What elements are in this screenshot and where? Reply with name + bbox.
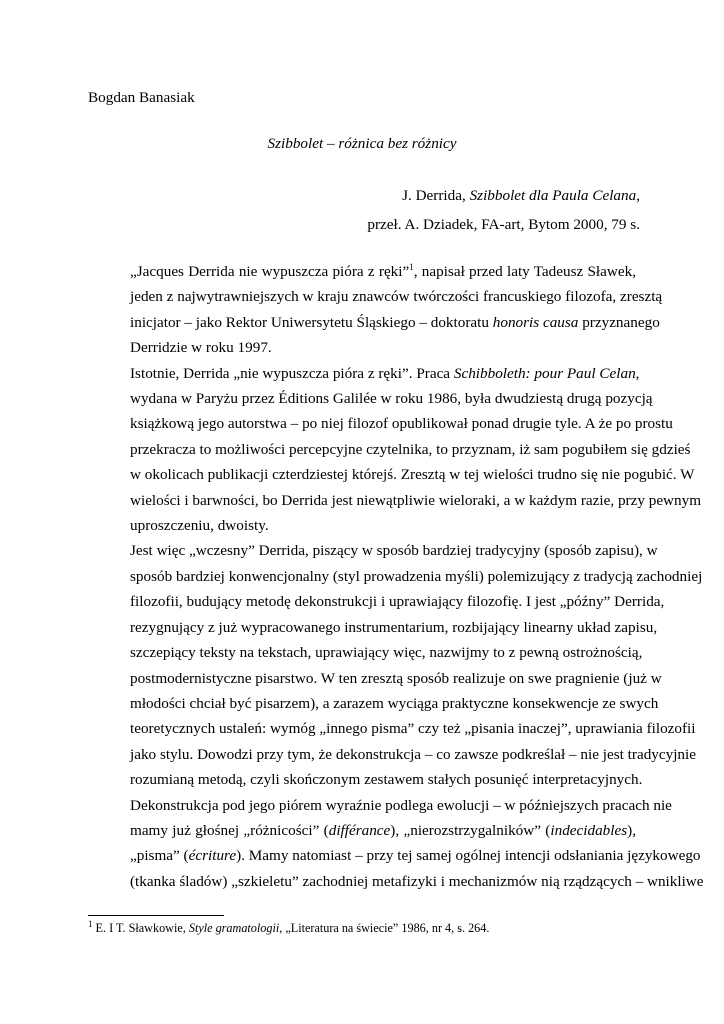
text-run: (tkanka śladów) „szkieletu” zachodniej metafizyki i mechanizmów nią rządzących – wnikliwe <box>130 872 704 890</box>
text-run: , <box>635 364 640 382</box>
text-run: ), „nierozstrzygalników” ( <box>390 821 551 839</box>
text-run: jeden z najwytrawniejszych w kraju znawców twórczości francuskiego filozofa, zresztą <box>130 288 663 306</box>
text-line <box>88 615 658 640</box>
text-line <box>88 411 673 436</box>
paragraph <box>88 259 663 361</box>
text-run: mamy już głośnej „różnicości” ( <box>130 821 329 839</box>
italic-text: Schibboleth: pour Paul Celan <box>453 364 636 382</box>
text-line <box>88 666 662 691</box>
text-run: uproszczeniu, dwoisty. <box>130 517 269 535</box>
italic-text: honoris causa <box>492 313 579 331</box>
text-line <box>88 793 672 818</box>
text-run: książkową jego autorstwa – po niej filozof opublikował ponad drugie tyle. A że po prostu <box>130 415 673 433</box>
text-run: sposób bardziej konwencjonalny (styl prowadzenia myśli) polemizujący z tradycją zachodniej <box>130 567 703 585</box>
text-line <box>88 284 663 309</box>
text-run: filozofii, budujący metodę dekonstrukcji i uprawiający filozofię. I jest „późny” Derrida, <box>130 593 665 611</box>
text-run: ). Mamy natomiast – przy tej samej ogólnej intencji odsłaniania językowego <box>236 847 701 865</box>
text-line <box>88 386 653 411</box>
citation-line-2: przeł. A. Dziadek, FA-art, Bytom 2000, 79 s. <box>367 216 640 233</box>
text-line <box>88 361 640 386</box>
text-line <box>88 589 665 614</box>
text-line <box>88 564 703 589</box>
text-run: postmodernistyczne pisarstwo. W ten zresztą sposób realizuje on swe pragnienie (już w <box>130 669 662 687</box>
text-run: Dekonstrukcja pod jego piórem wyraźnie podlega ewolucji – w późniejszych pracach nie <box>130 796 672 814</box>
paragraph <box>88 538 704 894</box>
footnote-divider <box>88 915 224 916</box>
text-line <box>88 716 696 741</box>
text-run: rezygnujący z już wypracowanego instrumentarium, rozbijający linearny układ zapisu, <box>130 618 658 636</box>
text-line <box>88 488 702 513</box>
text-run: Derridzie w roku 1997. <box>130 339 272 357</box>
text-run: „Jacques Derrida nie wypuszcza pióra z ręki” <box>130 263 410 280</box>
article-title: Szibbolet – różnica bez różnicy <box>267 135 457 152</box>
text-run: szczepiący teksty na tekstach, uprawiający więc, nazwijmy to z pewną ostrożnością, <box>130 644 643 662</box>
text-run: wielości i barwności, bo Derrida jest niewątpliwie wieloraki, a w każdym razie, przy pewnym <box>130 491 702 509</box>
article-body <box>88 259 704 894</box>
text-run: inicjator – jako Rektor Uniwersytetu Śląskiego – doktoratu <box>130 313 493 331</box>
text-line <box>88 513 636 538</box>
text-run: rozumianą metodą, czyli skończonym zestawem stałych posunięć interpretacyjnych. <box>130 771 643 789</box>
text-run: Istotnie, Derrida „nie wypuszcza pióra z ręki”. Praca <box>130 364 454 382</box>
text-run: w okolicach publikacji czterdziestej którejś. Zresztą w tej wielości trudno się nie pogubić. W <box>130 466 695 484</box>
text-line <box>88 767 643 792</box>
text-run: przyznanego <box>578 313 660 331</box>
text-line <box>88 259 636 284</box>
text-line <box>88 310 660 335</box>
text-run: młodości chciał być pisarzem), a zarazem wyciąga praktyczne konsekwencje ze swych <box>130 694 659 712</box>
text-line <box>88 742 696 767</box>
text-line <box>88 437 691 462</box>
text-line <box>88 640 643 665</box>
text-run: „pisma” ( <box>130 847 189 865</box>
text-run: jako stylu. Dowodzi przy tym, że dekonstrukcja – co zawsze podkreślał – nie jest tradycyjnie <box>130 745 696 763</box>
paragraph <box>88 361 702 539</box>
footnote-reference: 1 <box>409 261 414 272</box>
text-run: Jest więc „wczesny” Derrida, piszący w sposób bardziej tradycyjny (sposób zapisu), w <box>130 542 658 560</box>
text-line <box>88 818 636 843</box>
text-line <box>88 335 636 360</box>
italic-text: écriture <box>188 847 237 865</box>
text-run: teoretycznych ustaleń: wymóg „innego pisma” czy też „pisania inaczej”, uprawiania filozofii <box>130 720 696 738</box>
footnote: $^1$ E. I T. Sławkowie, Style gramatologii, „Literatura na świecie” 1986, nr 4, s. 264. <box>88 918 490 935</box>
author-name: Bogdan Banasiak <box>88 89 195 106</box>
text-line <box>88 691 659 716</box>
text-line <box>88 843 701 868</box>
citation-line-1: J. Derrida, Szibbolet dla Paula Celana, <box>402 187 640 204</box>
text-run: wydana w Paryżu przez Éditions Galilée w roku 1986, była dwudziestą drugą pozycją <box>130 390 653 408</box>
text-line <box>88 462 695 487</box>
text-run: , napisał przed laty Tadeusz Sławek, <box>413 263 636 280</box>
text-line <box>88 869 704 894</box>
reviewed-book-citation <box>367 181 640 239</box>
text-run: przekracza to możliwości percepcyjne czytelnika, to przyznam, iż sam pogubiłem się gdzieś <box>130 440 691 458</box>
text-line <box>88 538 658 563</box>
italic-text: différance <box>328 821 391 839</box>
text-run: ), <box>627 821 636 839</box>
italic-text: indecidables <box>550 821 628 839</box>
